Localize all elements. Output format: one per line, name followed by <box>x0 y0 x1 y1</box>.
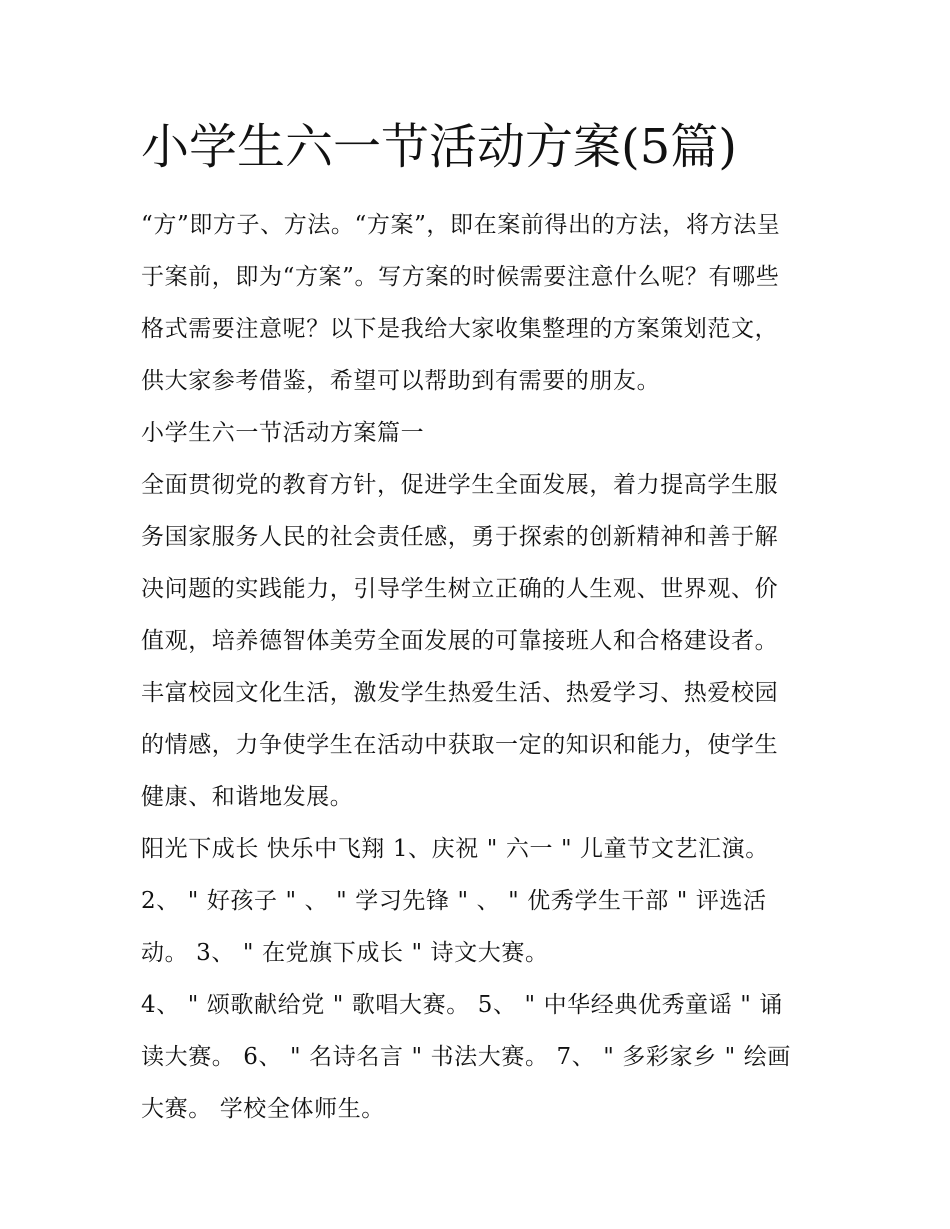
body-line: 的情感，力争使学生在活动中获取一定的知识和能力，使学生 <box>141 732 779 758</box>
activity-line: 2、 " 好孩子 " 、 " 学习先锋 " 、 " 优秀学生干部 " 评选活 <box>141 888 767 914</box>
activity-line: 读大赛。 6、 " 名诗名言 " 书法大赛。 7、 " 多彩家乡 " 绘画 <box>141 1044 791 1070</box>
intro-line: 供大家参考借鉴，希望可以帮助到有需要的朋友。 <box>141 368 661 394</box>
activity-line: 大赛。 学校全体师生。 <box>141 1096 385 1122</box>
activity-line: 动。 3、 " 在党旗下成长 " 诗文大赛。 <box>141 940 549 966</box>
activity-line: 阳光下成长 快乐中飞翔 1、庆祝 " 六一 " 儿童节文艺汇演。 <box>141 836 769 862</box>
body-line: 全面贯彻党的教育方针，促进学生全面发展，着力提高学生服 <box>141 472 779 498</box>
body-line: 健康、和谐地发展。 <box>141 784 354 810</box>
section-heading: 小学生六一节活动方案篇一 <box>141 420 425 446</box>
body-line: 务国家服务人民的社会责任感，勇于探索的创新精神和善于解 <box>141 524 779 550</box>
intro-line: 格式需要注意呢？以下是我给大家收集整理的方案策划范文， <box>141 316 779 342</box>
intro-line: “方”即方子、方法。“方案”，即在案前得出的方法，将方法呈 <box>141 212 781 238</box>
body-line: 丰富校园文化生活，激发学生热爱生活、热爱学习、热爱校园 <box>141 680 779 706</box>
body-line: 值观，培养德智体美劳全面发展的可靠接班人和合格建设者。 <box>141 628 779 654</box>
body-line: 决问题的实践能力，引导学生树立正确的人生观、世界观、价 <box>141 576 779 602</box>
activity-line: 4、 " 颂歌献给党 " 歌唱大赛。 5、 " 中华经典优秀童谣 " 诵 <box>141 992 783 1018</box>
document-title: 小学生六一节活动方案(5篇) <box>141 119 737 175</box>
intro-line: 于案前，即为“方案”。写方案的时候需要注意什么呢？有哪些 <box>141 264 780 290</box>
document-body <box>141 200 821 1136</box>
